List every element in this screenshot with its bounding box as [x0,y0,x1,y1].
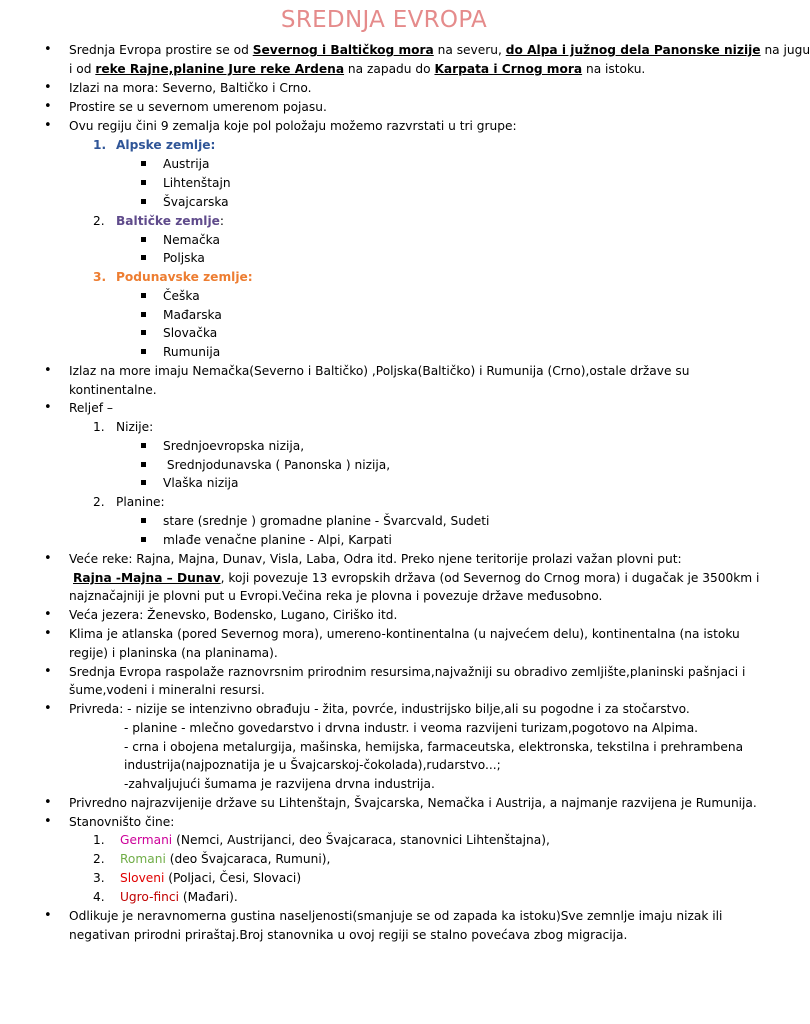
group-baltic-heading [116,212,224,231]
climate-line-2: regije) i planinska (na planinama). [69,646,278,660]
item-text: Lihtenštajn [163,176,231,190]
group-name: Germani [120,833,173,847]
list-number: 2. [93,495,105,509]
text: (Nemci, Austrijanci, deo Švajcaraca, stanovnici Lihtenštajna), [172,833,550,847]
list-item [0,249,768,268]
text-emphasis: Karpata i Crnog mora [434,62,583,76]
bullet: • [44,99,52,114]
item-text: Češka [163,289,200,303]
relief-heading: Reljef – [69,401,113,415]
text: (deo Švajcaraca, Rumuni), [165,852,331,866]
list-item [0,456,768,475]
intro-line-2 [69,60,645,79]
economy-line-2: - planine - mlečno govedarstvo i drvna industr. i veoma razvijeni turizam,pogotovo na Alpima. [124,721,699,735]
bullet: • [44,664,52,679]
lakes-line: Veća jezera: Ženevsko, Bodensko, Lugano, Ciriško itd. [69,608,398,622]
seas-line: Izlazi na mora: Severno, Baltičko i Crno. [69,81,312,95]
list-number: 3. [93,871,105,885]
square-bullet-icon [141,180,146,185]
list-item [0,531,768,550]
list-item [0,343,768,362]
text-emphasis: Severnog i Baltičkog mora [252,43,434,57]
square-bullet-icon [141,293,146,298]
group-name: Sloveni [120,871,165,885]
list-item [0,512,768,531]
population-item [120,888,238,907]
group-name: Ugro-finci [120,890,179,904]
item-text: Austrija [163,157,210,171]
item-text: Rumunija [163,345,221,359]
bullet: • [44,80,52,95]
item-text: Slovačka [163,326,218,340]
group-danube-heading: Podunavske zemlje: [116,270,253,284]
rivers-line-2 [73,569,759,588]
square-bullet-icon [141,443,146,448]
bullet: • [44,42,52,57]
square-bullet-icon [141,349,146,354]
population-item [120,850,330,869]
square-bullet-icon [141,537,146,542]
list-item [0,193,768,212]
bullet: • [44,626,52,641]
bullet: • [44,814,52,829]
text: Srednja Evropa prostire se od [69,43,253,57]
population-item [120,869,301,888]
development-line: Privredno najrazvijenije države su Lihtenštajn, Švajcarska, Nemačka i Austrija, a najmanje razvijena je Rumunija. [69,796,757,810]
text: na zapadu do [344,62,435,76]
square-bullet-icon [141,255,146,260]
square-bullet-icon [141,312,146,317]
bullet: • [44,701,52,716]
bullet: • [44,363,52,378]
item-text: Srednjoevropska nizija, [163,439,305,453]
density-line-1: Odlikuje je neravnomerna gustina naseljenosti(smanjuje se od zapada ka istoku)Sve zemnlje imaju nizak ili [69,909,723,923]
resources-line-1: Srednja Evropa raspolaže raznovrsnim prirodnim resursima,najvažniji su obradivo zemljište,planinski pašnjaci i [69,665,746,679]
sea-access-line-1: Izlaz na more imaju Nemačka(Severno i Baltičko) ,Poljska(Baltičko) i Rumunija (Crno),ostale države su [69,364,690,378]
page-title: SREDNJA EVROPA [280,7,488,33]
list-number: 2. [93,214,105,228]
square-bullet-icon [141,462,146,467]
square-bullet-icon [141,480,146,485]
population-heading: Stanovništo čine: [69,815,175,829]
list-number: 1. [93,138,107,152]
list-number: 4. [93,890,105,904]
economy-line-5: -zahvaljujući šumama je razvijena drvna industrija. [124,777,435,791]
intro-line-1 [69,41,810,60]
mountains-heading: Planine: [116,495,165,509]
climate-line-1: Klima je atlanska (pored Severnog mora), umereno-kontinentalna (u najvećem delu), kontinentalna (na istoku [69,627,740,641]
sea-access-line-2: kontinentalne. [69,383,157,397]
list-number: 1. [93,833,105,847]
zone-line: Prostire se u severnom umerenom pojasu. [69,100,327,114]
item-text: Poljska [163,251,205,265]
list-item [0,324,768,343]
bullet: • [44,795,52,810]
item-text: Švajcarska [163,195,229,209]
item-text: Mađarska [163,308,222,322]
list-number: 3. [93,270,107,284]
bullet: • [44,551,52,566]
square-bullet-icon [141,199,146,204]
list-item [0,437,768,456]
text-emphasis: do Alpa i južnog dela Panonske nizije [505,43,761,57]
text: (Poljaci, Česi, Slovaci) [164,871,302,885]
text: Baltičke zemlje [116,214,220,228]
bullet: • [44,607,52,622]
rivers-line-1: Veće reke: Rajna, Majna, Dunav, Visla, Laba, Odra itd. Preko njene teritorije prolazi važan plovni put: [69,552,682,566]
text: na jugu [760,43,810,57]
item-text: Srednjodunavska ( Panonska ) nizija, [163,458,391,472]
economy-line-1: Privreda: - nizije se intenzivno obrađuju - žita, povrće, industrijsko bilje,ali su pogodne i za stočarstvo. [69,702,690,716]
list-item [0,155,768,174]
square-bullet-icon [141,518,146,523]
lowlands-heading: Nizije: [116,420,154,434]
list-item [0,174,768,193]
countries-line: Ovu regiju čini 9 zemalja koje pol položaju možemo razvrstati u tri grupe: [69,119,517,133]
bullet: • [44,908,52,923]
density-line-2: negativan prirodni priraštaj.Broj stanovnika u ovoj regiji se stalno povećava zbog migracija. [69,928,628,942]
rivers-line-3: najznačajniji je plovni put u Evropi.Večina reka je plovna i povezuje države međusobno. [69,589,603,603]
list-number: 1. [93,420,105,434]
item-text: Nemačka [163,233,220,247]
square-bullet-icon [141,161,146,166]
list-item [0,287,768,306]
item-text: Vlaška nizija [163,476,239,490]
text-emphasis: reke Rajne,planine Jure reke Ardena [95,62,345,76]
population-item [120,831,550,850]
square-bullet-icon [141,237,146,242]
list-item [0,474,768,493]
economy-line-4: industrija(najpoznatija je u Švajcarskoj-čokolada),rudarstvo...; [124,758,501,772]
bullet: • [44,400,52,415]
text: na istoku. [582,62,646,76]
list-item [0,306,768,325]
text: : [219,214,224,228]
square-bullet-icon [141,330,146,335]
economy-line-3: - crna i obojena metalurgija, mašinska, hemijska, farmaceutska, elektronska, tekstilna i prehrambena [124,740,744,754]
list-number: 2. [93,852,105,866]
text: na severu, [433,43,506,57]
waterway-name: Rajna -Majna – Dunav [73,571,221,585]
resources-line-2: šume,vodeni i mineralni resursi. [69,683,265,697]
bullet: • [44,118,52,133]
item-text: stare (srednje ) gromadne planine - Švarcvald, Sudeti [163,514,490,528]
group-alpine-heading: Alpske zemlje: [116,138,216,152]
text: (Mađari). [178,890,238,904]
text: , koji povezuje 13 evropskih država (od Severnog do Crnog mora) i dugačak je 3500km i [220,571,760,585]
text: i od [69,62,96,76]
list-item [0,231,768,250]
item-text: mlađe venačne planine - Alpi, Karpati [163,533,392,547]
group-name: Romani [120,852,166,866]
